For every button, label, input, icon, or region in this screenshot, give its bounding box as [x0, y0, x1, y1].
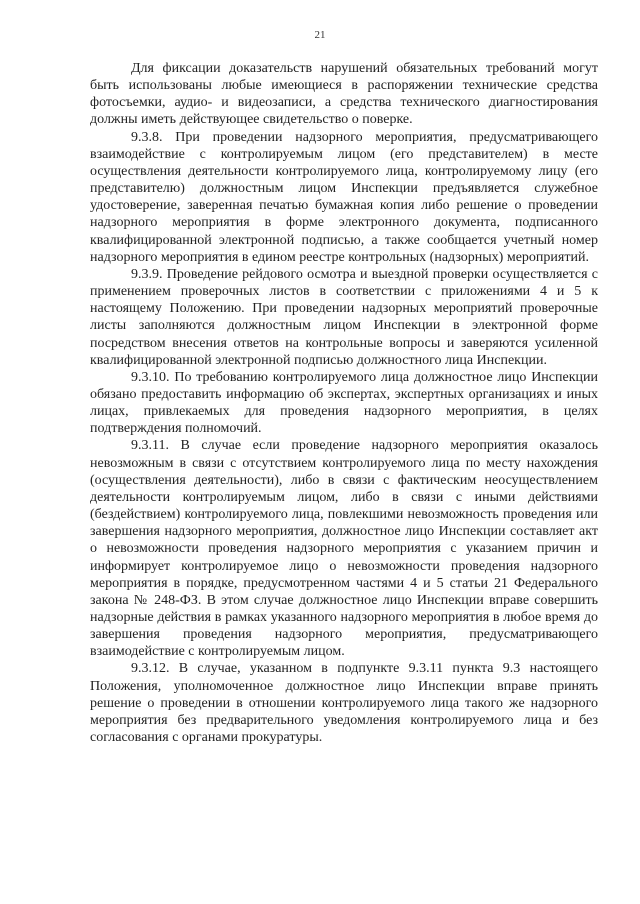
- paragraph-9-3-8: 9.3.8. При проведении надзорного мероприятия, предусматривающего взаимодействие с контролируемым лицом (его представителем) в месте осуществления деятельности контролируемого лица, контролируемому лицу (его представителю) должностным лицом Инспекции предъявляется служебное удостоверение, заверенная печатью бумажная копия либо решение о проведении надзорного мероприятия в форме электронного документа, подписанного квалифицированной электронной подписью, а также сообщается учетный номер надзорного мероприятия в едином реестре контрольных (надзорных) мероприятий.: [90, 129, 598, 265]
- paragraph-9-3-12: 9.3.12. В случае, указанном в подпункте 9.3.11 пункта 9.3 настоящего Положения, уполномоченное должностное лицо Инспекции вправе принять решение о проведении в отношении контролируемого лица такого же надзорного мероприятия без предварительного уведомления контролируемого лица и без согласования с органами прокуратуры.: [90, 661, 598, 746]
- paragraph-9-3-11: 9.3.11. В случае если проведение надзорного мероприятия оказалось невозможным в связи с отсутствием контролируемого лица по месту нахождения (осуществления деятельности), либо в связи с фактическим неосуществлением деятельности контролируемым лицом, либо в связи с иными действиями (бездействием) контролируемого лица, повлекшими невозможность проведения или завершения надзорного мероприятия, должностное лицо Инспекции составляет акт о невозможности проведения надзорного мероприятия с указанием причин и информирует контролируемое лицо о невозможности проведения надзорного мероприятия в порядке, предусмотренном частями 4 и 5 статьи 21 Федерального закона № 248-ФЗ. В этом случае должностное лицо Инспекции вправе совершить надзорные действия в рамках указанного надзорного мероприятия в любое время до завершения проведения надзорного мероприятия, предусматривающего взаимодействие с контролируемым лицом.: [90, 438, 598, 660]
- paragraph-evidence-fixation: Для фиксации доказательств нарушений обязательных требований могут быть использованы любые имеющиеся в распоряжении технические средства фотосъемки, аудио- и видеозаписи, а средства технического диагностирования должны иметь действующее свидетельство о поверке.: [90, 61, 598, 128]
- paragraph-9-3-9: 9.3.9. Проведение рейдового осмотра и выездной проверки осуществляется с применением проверочных листов в соответствии с приложениями 4 и 5 к настоящему Положению. При проведении надзорных мероприятий проверочные листы заполняются должностным лицом Инспекции в электронной форме посредством внесения ответов на контрольные вопросы и заверяются усиленной квалифицированной электронной подписью должностного лица Инспекции.: [90, 266, 598, 368]
- document-body: [90, 60, 598, 746]
- page-number: 21: [314, 29, 326, 41]
- paragraph-9-3-10: 9.3.10. По требованию контролируемого лица должностное лицо Инспекции обязано предоставить информацию об экспертах, экспертных организациях и иных лицах, привлекаемых для проведения надзорного мероприятия, в целях подтверждения полномочий.: [90, 369, 598, 437]
